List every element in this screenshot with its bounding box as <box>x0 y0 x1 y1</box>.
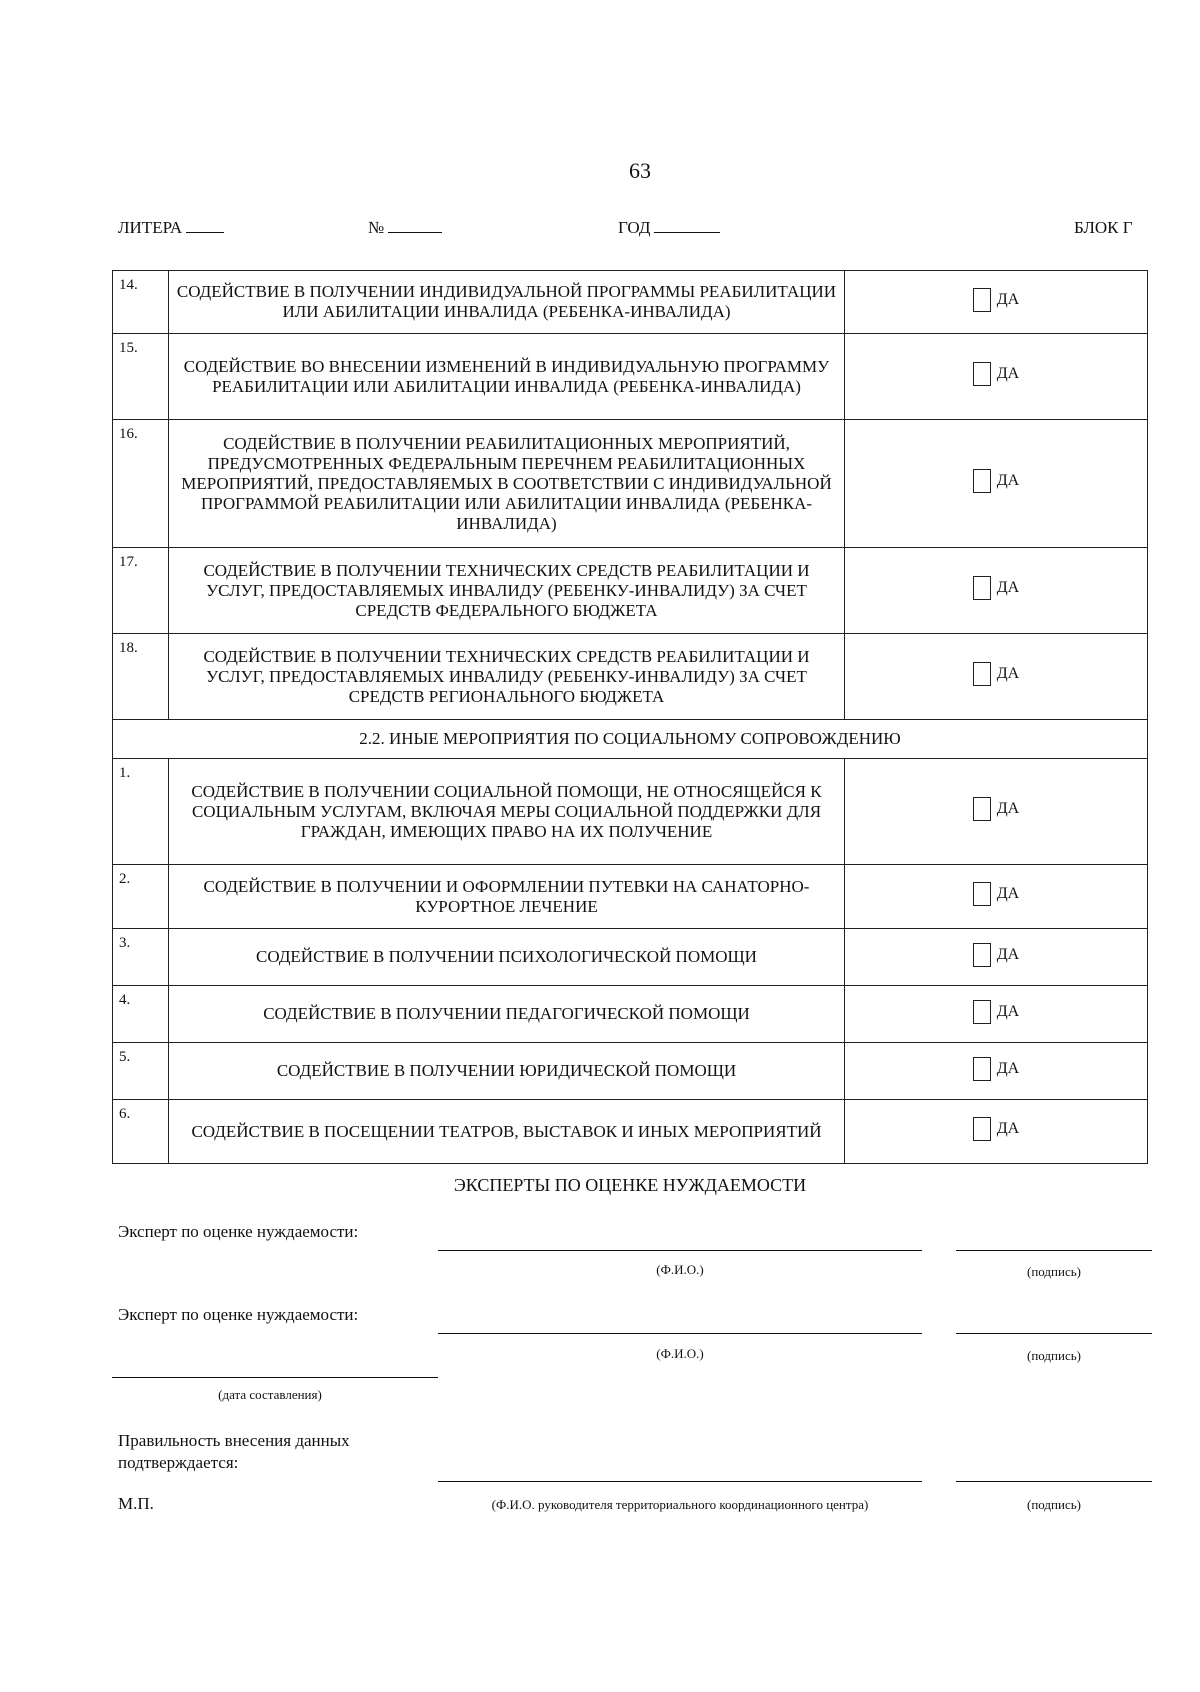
yes-checkbox[interactable]: ДА <box>973 1057 1019 1081</box>
year-field <box>618 218 720 238</box>
litera-blank[interactable] <box>186 218 224 233</box>
table-row <box>113 759 1148 865</box>
row-text: СОДЕЙСТВИЕ В ПОЛУЧЕНИИ ТЕХНИЧЕСКИХ СРЕДСТВ РЕАБИЛИТАЦИИ И УСЛУГ, ПРЕДОСТАВЛЯЕМЫХ ИНВАЛИДУ (РЕБЕНКУ-ИНВАЛИДУ) ЗА СЧЕТ СРЕДСТВ ФЕДЕРАЛЬНОГО БЮДЖЕТА <box>169 548 845 634</box>
checkbox-icon <box>973 943 991 967</box>
section-row <box>113 720 1148 759</box>
table-row <box>113 634 1148 720</box>
signature-caption-3: (подпись) <box>1027 1497 1081 1512</box>
head-name-line[interactable] <box>438 1481 922 1482</box>
yes-checkbox[interactable]: ДА <box>973 1117 1019 1141</box>
experts-title: ЭКСПЕРТЫ ПО ОЦЕНКЕ НУЖДАЕМОСТИ <box>453 1175 807 1195</box>
row-text: СОДЕЙСТВИЕ В ПОЛУЧЕНИИ ТЕХНИЧЕСКИХ СРЕДСТВ РЕАБИЛИТАЦИИ И УСЛУГ, ПРЕДОСТАВЛЯЕМЫХ ИНВАЛИДУ (РЕБЕНКУ-ИНВАЛИДУ) ЗА СЧЕТ СРЕДСТВ РЕГИОНАЛЬНОГО БЮДЖЕТА <box>169 634 845 720</box>
signature-caption-1: (подпись) <box>1027 1264 1081 1279</box>
table-row <box>113 334 1148 420</box>
row-number: 1. <box>113 759 169 865</box>
stamp-label: М.П. <box>118 1494 154 1513</box>
row-text: СОДЕЙСТВИЕ В ПОЛУЧЕНИИ СОЦИАЛЬНОЙ ПОМОЩИ, НЕ ОТНОСЯЩЕЙСЯ К СОЦИАЛЬНЫМ УСЛУГАМ, ВКЛЮЧАЯ МЕРЫ СОЦИАЛЬНОЙ ПОДДЕРЖКИ ДЛЯ ГРАЖДАН, ИМЕЮЩИХ ПРАВО НА ИХ ПОЛУЧЕНИЕ <box>169 759 845 865</box>
yes-checkbox[interactable]: ДА <box>973 882 1019 906</box>
yes-checkbox[interactable]: ДА <box>973 797 1019 821</box>
checkbox-icon <box>973 1057 991 1081</box>
confirm-text <box>118 1430 350 1474</box>
table-row <box>113 986 1148 1043</box>
yes-checkbox[interactable]: ДА <box>973 362 1019 386</box>
row-number: 16. <box>113 420 169 548</box>
row-text: СОДЕЙСТВИЕ В ПОСЕЩЕНИИ ТЕАТРОВ, ВЫСТАВОК И ИНЫХ МЕРОПРИЯТИЙ <box>169 1100 845 1164</box>
fio-caption-2: (Ф.И.О.) <box>656 1346 704 1361</box>
year-blank[interactable] <box>654 218 720 233</box>
checkbox-icon <box>973 797 991 821</box>
yes-checkbox[interactable]: ДА <box>973 1000 1019 1024</box>
yes-checkbox[interactable]: ДА <box>973 943 1019 967</box>
number-label: № <box>368 218 385 237</box>
row-number: 15. <box>113 334 169 420</box>
yes-checkbox[interactable]: ДА <box>973 576 1019 600</box>
table-row <box>113 548 1148 634</box>
number-blank[interactable] <box>388 218 442 233</box>
row-text: СОДЕЙСТВИЕ В ПОЛУЧЕНИИ ПСИХОЛОГИЧЕСКОЙ ПОМОЩИ <box>169 929 845 986</box>
row-number: 6. <box>113 1100 169 1164</box>
signature-caption-2: (подпись) <box>1027 1348 1081 1363</box>
head-signature-line[interactable] <box>956 1481 1152 1482</box>
row-number: 17. <box>113 548 169 634</box>
litera-label: ЛИТЕРА <box>118 218 183 237</box>
fio-caption-1: (Ф.И.О.) <box>656 1262 704 1277</box>
confirm-line-2: подтверждается: <box>118 1453 239 1472</box>
checkbox-icon <box>973 662 991 686</box>
checkbox-icon <box>973 576 991 600</box>
table-row <box>113 271 1148 334</box>
year-label: ГОД <box>618 218 651 237</box>
block-label: БЛОК Г <box>1074 218 1133 237</box>
checkbox-icon <box>973 288 991 312</box>
expert-2-signature-line[interactable] <box>956 1333 1152 1334</box>
yes-checkbox[interactable]: ДА <box>973 469 1019 493</box>
row-number: 2. <box>113 865 169 929</box>
date-line[interactable] <box>112 1377 438 1378</box>
table-row <box>113 1100 1148 1164</box>
row-number: 5. <box>113 1043 169 1100</box>
date-caption: (дата составления) <box>218 1387 322 1402</box>
row-text: СОДЕЙСТВИЕ В ПОЛУЧЕНИИ ИНДИВИДУАЛЬНОЙ ПРОГРАММЫ РЕАБИЛИТАЦИИ ИЛИ АБИЛИТАЦИИ ИНВАЛИДА (РЕБЕНКА-ИНВАЛИДА) <box>169 271 845 334</box>
row-text: СОДЕЙСТВИЕ В ПОЛУЧЕНИИ РЕАБИЛИТАЦИОННЫХ МЕРОПРИЯТИЙ, ПРЕДУСМОТРЕННЫХ ФЕДЕРАЛЬНЫМ ПЕРЕЧНЕМ РЕАБИЛИТАЦИОННЫХ МЕРОПРИЯТИЙ, ПРЕДОСТАВЛЯЕМЫХ В СООТВЕТСТВИИ С ИНДИВИДУАЛЬНОЙ ПРОГРАММОЙ РЕАБИЛИТАЦИИ ИЛИ АБИЛИТАЦИИ ИНВАЛИДА (РЕБЕНКА-ИНВАЛИДА) <box>169 420 845 548</box>
row-number: 14. <box>113 271 169 334</box>
expert-1-signature-line[interactable] <box>956 1250 1152 1251</box>
table-row <box>113 420 1148 548</box>
table-row <box>113 1043 1148 1100</box>
litera-field <box>118 218 224 238</box>
yes-checkbox[interactable]: ДА <box>973 662 1019 686</box>
section-title: 2.2. ИНЫЕ МЕРОПРИЯТИЯ ПО СОЦИАЛЬНОМУ СОПРОВОЖДЕНИЮ <box>113 720 1148 759</box>
row-text: СОДЕЙСТВИЕ В ПОЛУЧЕНИИ ПЕДАГОГИЧЕСКОЙ ПОМОЩИ <box>169 986 845 1043</box>
table-row <box>113 865 1148 929</box>
checkbox-icon <box>973 469 991 493</box>
row-number: 4. <box>113 986 169 1043</box>
checkbox-icon <box>973 1117 991 1141</box>
number-field <box>368 218 442 238</box>
row-text: СОДЕЙСТВИЕ ВО ВНЕСЕНИИ ИЗМЕНЕНИЙ В ИНДИВИДУАЛЬНУЮ ПРОГРАММУ РЕАБИЛИТАЦИИ ИЛИ АБИЛИТАЦИИ ИНВАЛИДА (РЕБЕНКА-ИНВАЛИДА) <box>169 334 845 420</box>
page-number: 63 <box>629 158 651 183</box>
head-fio-caption: (Ф.И.О. руководителя территориального координационного центра) <box>491 1497 869 1512</box>
expert-label-2: Эксперт по оценке нуждаемости: <box>118 1305 359 1324</box>
yes-checkbox[interactable]: ДА <box>973 288 1019 312</box>
checkbox-icon <box>973 362 991 386</box>
confirm-line-1: Правильность внесения данных <box>118 1431 350 1450</box>
table-row <box>113 929 1148 986</box>
expert-2-name-line[interactable] <box>438 1333 922 1334</box>
row-text: СОДЕЙСТВИЕ В ПОЛУЧЕНИИ ЮРИДИЧЕСКОЙ ПОМОЩИ <box>169 1043 845 1100</box>
row-number: 18. <box>113 634 169 720</box>
expert-1-name-line[interactable] <box>438 1250 922 1251</box>
checkbox-icon <box>973 1000 991 1024</box>
row-number: 3. <box>113 929 169 986</box>
row-text: СОДЕЙСТВИЕ В ПОЛУЧЕНИИ И ОФОРМЛЕНИИ ПУТЕВКИ НА САНАТОРНО-КУРОРТНОЕ ЛЕЧЕНИЕ <box>169 865 845 929</box>
checkbox-icon <box>973 882 991 906</box>
expert-label-1: Эксперт по оценке нуждаемости: <box>118 1222 359 1241</box>
measures-table <box>112 270 1148 1164</box>
